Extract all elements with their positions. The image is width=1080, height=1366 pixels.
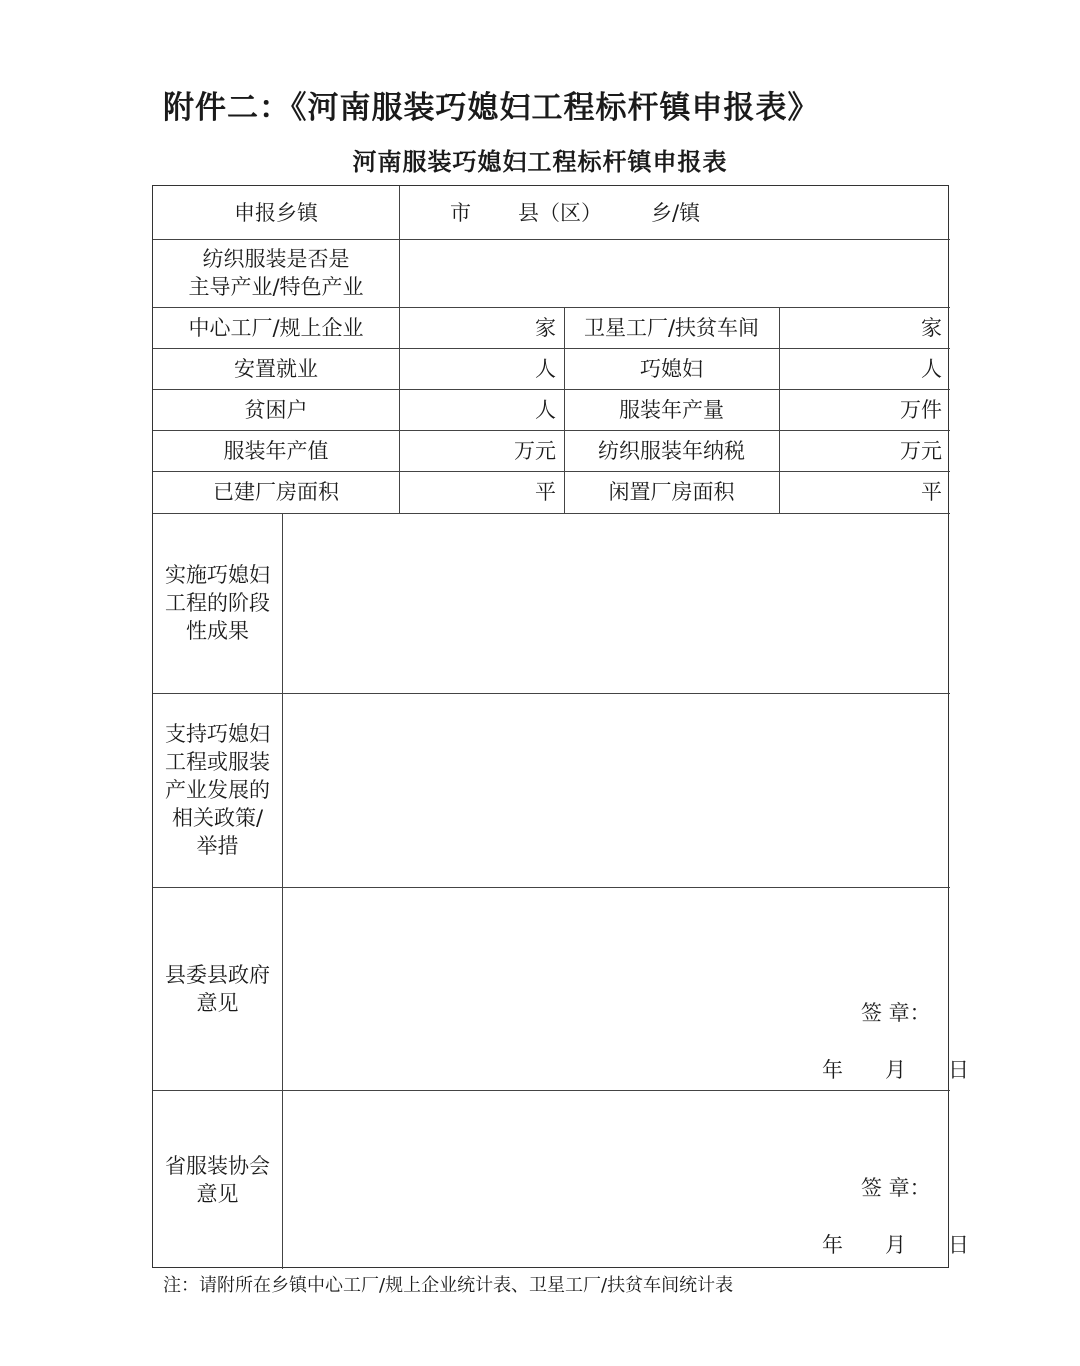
policy-measures-field[interactable] — [282, 693, 950, 887]
association-opinion-label: 省服装协会 意见 — [165, 1153, 270, 1206]
annual-value-label: 服装年产值 — [223, 438, 329, 463]
county-opinion-label: 县委县政府 意见 — [165, 962, 270, 1015]
application-form-table — [152, 185, 969, 1268]
poor-households-label: 贫困户 — [244, 397, 308, 422]
county-field[interactable]: 县（区） — [518, 200, 602, 225]
phase-results-field[interactable] — [282, 513, 950, 693]
idle-area-label: 闲置厂房面积 — [608, 480, 735, 504]
association-date-label: 年 月 日 — [822, 1233, 969, 1257]
county-seal-label: 签 章： — [861, 1001, 931, 1025]
skilled-women-label: 巧媳妇 — [640, 356, 703, 381]
town-label: 申报乡镇 — [234, 200, 318, 225]
skilled-women-field[interactable]: 人 — [921, 356, 942, 381]
annual-output-label: 服装年产量 — [619, 397, 724, 422]
leading-industry-label: 纺织服装是否是 主导产业/特色产业 — [188, 247, 364, 299]
policy-measures-label: 支持巧媳妇 工程或服装 产业发展的 相关政策/ 举措 — [165, 722, 270, 858]
county-date-label: 年 月 日 — [822, 1058, 969, 1082]
built-area-field[interactable]: 平 — [535, 480, 556, 504]
annual-value-field[interactable]: 万元 — [514, 438, 556, 463]
central-factory-field[interactable]: 家 — [535, 315, 556, 340]
satellite-factory-label: 卫星工厂/扶贫车间 — [583, 315, 760, 340]
built-area-label: 已建厂房面积 — [213, 480, 339, 504]
township-field[interactable]: 乡/镇 — [651, 200, 701, 225]
central-factory-label: 中心工厂/规上企业 — [188, 315, 364, 340]
city-field[interactable]: 市 — [450, 200, 471, 225]
association-seal-label: 签 章： — [861, 1176, 931, 1200]
annual-tax-label: 纺织服装年纳税 — [598, 438, 745, 463]
employment-field[interactable]: 人 — [535, 356, 556, 381]
phase-results-label: 实施巧媳妇 工程的阶段 性成果 — [165, 563, 270, 643]
leading-industry-field[interactable] — [399, 239, 950, 307]
attachment-heading: 附件二：《河南服装巧媳妇工程标杆镇申报表》 — [163, 90, 820, 126]
employment-label: 安置就业 — [234, 356, 318, 381]
footnote: 注：请附所在乡镇中心工厂/规上企业统计表、卫星工厂/扶贫车间统计表 — [163, 1275, 734, 1296]
form-title: 河南服装巧媳妇工程标杆镇申报表 — [352, 148, 728, 176]
poor-households-field[interactable]: 人 — [535, 397, 556, 422]
annual-tax-field[interactable]: 万元 — [900, 438, 942, 463]
annual-output-field[interactable]: 万件 — [900, 397, 942, 422]
satellite-factory-field[interactable]: 家 — [921, 315, 942, 340]
idle-area-field[interactable]: 平 — [921, 480, 942, 504]
